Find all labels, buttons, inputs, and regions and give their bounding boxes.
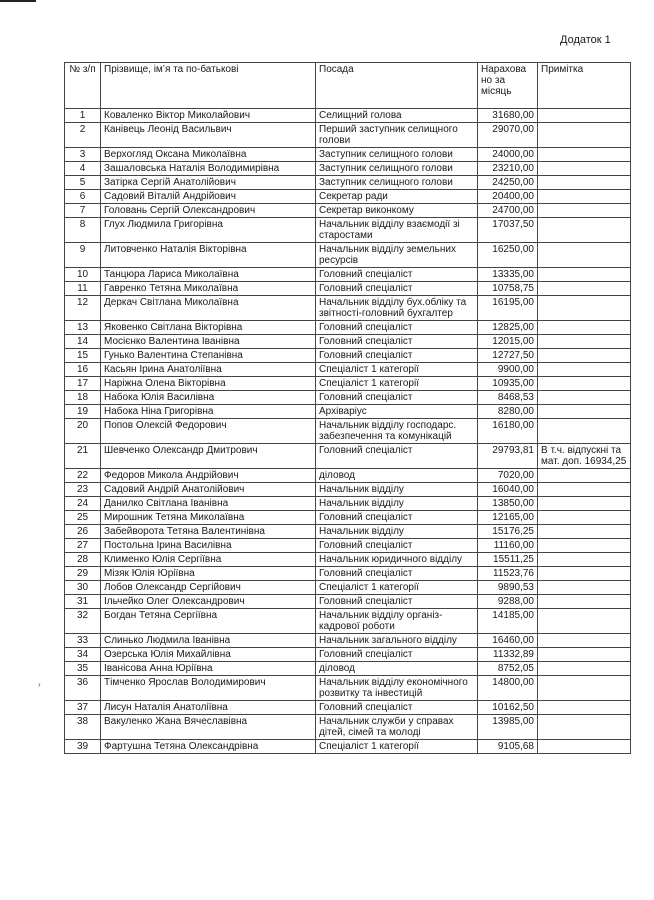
employee-name: Данилко Світлана Іванівна (101, 497, 316, 511)
accrued-amount: 13335,00 (478, 268, 538, 282)
employee-position: Спеціаліст 1 категорії (316, 363, 478, 377)
accrued-amount: 16460,00 (478, 634, 538, 648)
accrued-amount: 11160,00 (478, 539, 538, 553)
accrued-amount: 9105,68 (478, 740, 538, 754)
table-row (65, 469, 631, 483)
row-note (538, 282, 631, 296)
employee-position: Спеціаліст 1 категорії (316, 581, 478, 595)
accrued-amount: 8752,05 (478, 662, 538, 676)
accrued-amount: 11332,89 (478, 648, 538, 662)
row-number: 22 (65, 469, 101, 483)
table-row (65, 662, 631, 676)
accrued-amount: 16040,00 (478, 483, 538, 497)
row-number: 28 (65, 553, 101, 567)
header-full-name: Прізвище, ім’я та по-батькові (101, 63, 316, 109)
employee-position: Начальник відділу (316, 483, 478, 497)
employee-name: Тімченко Ярослав Володимирович (101, 676, 316, 701)
salary-table (64, 62, 631, 754)
table-row (65, 268, 631, 282)
table-row (65, 553, 631, 567)
table-row (65, 648, 631, 662)
employee-position: Начальник відділу економічного розвитку та інвестицій (316, 676, 478, 701)
employee-position: Архіваріус (316, 405, 478, 419)
employee-position: Головний спеціаліст (316, 444, 478, 469)
row-number: 33 (65, 634, 101, 648)
row-note (538, 701, 631, 715)
employee-name: Мосієнко Валентина Іванівна (101, 335, 316, 349)
row-number: 6 (65, 190, 101, 204)
row-number: 1 (65, 109, 101, 123)
table-row (65, 123, 631, 148)
accrued-amount: 10758,75 (478, 282, 538, 296)
accrued-amount: 8468,53 (478, 391, 538, 405)
row-number: 19 (65, 405, 101, 419)
employee-name: Набока Ніна Григорівна (101, 405, 316, 419)
table-row (65, 349, 631, 363)
row-number: 24 (65, 497, 101, 511)
employee-position: Начальник відділу (316, 525, 478, 539)
row-note (538, 662, 631, 676)
row-number: 20 (65, 419, 101, 444)
row-number: 31 (65, 595, 101, 609)
table-row (65, 190, 631, 204)
employee-name: Мирошник Тетяна Миколаївна (101, 511, 316, 525)
row-note (538, 676, 631, 701)
employee-name: Лобов Олександр Сергійович (101, 581, 316, 595)
row-note (538, 363, 631, 377)
accrued-amount: 9890,53 (478, 581, 538, 595)
accrued-amount: 14800,00 (478, 676, 538, 701)
employee-name: Затірка Сергій Анатолійович (101, 176, 316, 190)
employee-name: Глух Людмила Григорівна (101, 218, 316, 243)
row-note (538, 595, 631, 609)
header-position: Посада (316, 63, 478, 109)
row-number: 21 (65, 444, 101, 469)
row-note (538, 525, 631, 539)
employee-name: Верхогляд Оксана Миколаївна (101, 148, 316, 162)
table-row (65, 511, 631, 525)
row-number: 8 (65, 218, 101, 243)
table-row (65, 363, 631, 377)
employee-position: Головний спеціаліст (316, 349, 478, 363)
employee-position: Головний спеціаліст (316, 595, 478, 609)
row-note (538, 511, 631, 525)
accrued-amount: 15176,25 (478, 525, 538, 539)
row-number: 16 (65, 363, 101, 377)
employee-position: Перший заступник селищного голови (316, 123, 478, 148)
employee-name: Коваленко Віктор Миколайович (101, 109, 316, 123)
employee-position: Спеціаліст 1 категорії (316, 377, 478, 391)
employee-position: Головний спеціаліст (316, 268, 478, 282)
row-number: 14 (65, 335, 101, 349)
row-number: 25 (65, 511, 101, 525)
table-row (65, 162, 631, 176)
accrued-amount: 17037,50 (478, 218, 538, 243)
accrued-amount: 13850,00 (478, 497, 538, 511)
accrued-amount: 24000,00 (478, 148, 538, 162)
accrued-amount: 9288,00 (478, 595, 538, 609)
scan-corner-mark (0, 0, 36, 2)
employee-position: Головний спеціаліст (316, 648, 478, 662)
employee-name: Ільчейко Олег Олександрович (101, 595, 316, 609)
employee-name: Деркач Світлана Миколаївна (101, 296, 316, 321)
employee-name: Зашаловська Наталія Володимирівна (101, 162, 316, 176)
row-note (538, 497, 631, 511)
employee-position: Начальник загального відділу (316, 634, 478, 648)
row-number: 15 (65, 349, 101, 363)
employee-position: Головний спеціаліст (316, 391, 478, 405)
header-note: Примітка (538, 63, 631, 109)
accrued-amount: 20400,00 (478, 190, 538, 204)
row-note (538, 539, 631, 553)
row-note (538, 419, 631, 444)
accrued-amount: 10162,50 (478, 701, 538, 715)
row-note (538, 268, 631, 282)
table-row (65, 740, 631, 754)
row-note (538, 609, 631, 634)
table-row (65, 609, 631, 634)
row-number: 17 (65, 377, 101, 391)
header-amount: Нарахова но за місяць (478, 63, 538, 109)
employee-name: Литовченко Наталія Вікторівна (101, 243, 316, 268)
row-number: 7 (65, 204, 101, 218)
row-number: 32 (65, 609, 101, 634)
employee-position: Головний спеціаліст (316, 335, 478, 349)
row-number: 30 (65, 581, 101, 595)
employee-position: Начальник відділу взаємодії зі старостами (316, 218, 478, 243)
accrued-amount: 11523,76 (478, 567, 538, 581)
row-note (538, 296, 631, 321)
row-note (538, 109, 631, 123)
employee-position: діловод (316, 662, 478, 676)
employee-name: Постольна Ірина Василівна (101, 539, 316, 553)
employee-name: Головань Сергій Олександрович (101, 204, 316, 218)
employee-name: Танцюра Лариса Миколаївна (101, 268, 316, 282)
employee-position: Головний спеціаліст (316, 567, 478, 581)
table-row (65, 335, 631, 349)
accrued-amount: 8280,00 (478, 405, 538, 419)
table-row (65, 391, 631, 405)
employee-name: Гавренко Тетяна Миколаївна (101, 282, 316, 296)
employee-position: Начальник відділу бух.обліку та звітності-головний бухгалтер (316, 296, 478, 321)
employee-position: Спеціаліст 1 категорії (316, 740, 478, 754)
accrued-amount: 24700,00 (478, 204, 538, 218)
table-row (65, 296, 631, 321)
row-number: 38 (65, 715, 101, 740)
row-note (538, 634, 631, 648)
row-note (538, 335, 631, 349)
row-note (538, 715, 631, 740)
row-note (538, 405, 631, 419)
employee-name: Садовий Андрій Анатолійович (101, 483, 316, 497)
row-number: 26 (65, 525, 101, 539)
table-row (65, 525, 631, 539)
accrued-amount: 13985,00 (478, 715, 538, 740)
row-note: В т.ч. відпускні та мат. доп. 16934,25 (538, 444, 631, 469)
row-note (538, 377, 631, 391)
row-number: 4 (65, 162, 101, 176)
table-row (65, 715, 631, 740)
employee-position: Начальник відділу господарс. забезпечення та комунікацій (316, 419, 478, 444)
employee-position: Начальник відділу (316, 497, 478, 511)
employee-name: Попов Олексій Федорович (101, 419, 316, 444)
row-number: 39 (65, 740, 101, 754)
employee-position: Заступник селищного голови (316, 176, 478, 190)
table-row (65, 634, 631, 648)
table-row (65, 204, 631, 218)
row-note (538, 148, 631, 162)
row-number: 18 (65, 391, 101, 405)
employee-position: Головний спеціаліст (316, 701, 478, 715)
accrued-amount: 12165,00 (478, 511, 538, 525)
row-note (538, 740, 631, 754)
employee-position: Головний спеціаліст (316, 282, 478, 296)
accrued-amount: 12727,50 (478, 349, 538, 363)
row-number: 37 (65, 701, 101, 715)
table-row (65, 405, 631, 419)
table-row (65, 176, 631, 190)
employee-position: Начальник служби у справах дітей, сімей та молоді (316, 715, 478, 740)
row-number: 5 (65, 176, 101, 190)
row-number: 10 (65, 268, 101, 282)
employee-name: Забейворота Тетяна Валентинівна (101, 525, 316, 539)
table-row (65, 109, 631, 123)
table-row (65, 701, 631, 715)
row-note (538, 483, 631, 497)
employee-name: Фартушна Тетяна Олександрівна (101, 740, 316, 754)
table-row (65, 581, 631, 595)
appendix-label: Додаток 1 (560, 34, 611, 46)
row-note (538, 553, 631, 567)
employee-name: Клименко Юлія Сергіївна (101, 553, 316, 567)
employee-position: Секретар виконкому (316, 204, 478, 218)
row-note (538, 218, 631, 243)
employee-name: Яковенко Світлана Вікторівна (101, 321, 316, 335)
table-row (65, 419, 631, 444)
table-row (65, 282, 631, 296)
table-header-row (65, 63, 631, 109)
table-row (65, 444, 631, 469)
row-number: 36 (65, 676, 101, 701)
row-number: 34 (65, 648, 101, 662)
row-note (538, 204, 631, 218)
accrued-amount: 14185,00 (478, 609, 538, 634)
employee-name: Лисун Наталія Анатоліївна (101, 701, 316, 715)
accrued-amount: 12015,00 (478, 335, 538, 349)
row-note (538, 581, 631, 595)
employee-name: Гунько Валентина Степанівна (101, 349, 316, 363)
accrued-amount: 29793,81 (478, 444, 538, 469)
scan-speck: › (38, 680, 41, 689)
accrued-amount: 23210,00 (478, 162, 538, 176)
row-note (538, 190, 631, 204)
table-row (65, 539, 631, 553)
employee-position: Начальник відділу організ-кадрової роботи (316, 609, 478, 634)
row-number: 11 (65, 282, 101, 296)
accrued-amount: 31680,00 (478, 109, 538, 123)
table-row (65, 321, 631, 335)
row-note (538, 243, 631, 268)
employee-name: Набока Юлія Василівна (101, 391, 316, 405)
table-row (65, 377, 631, 391)
employee-name: Озерська Юлія Михайлівна (101, 648, 316, 662)
employee-position: Головний спеціаліст (316, 511, 478, 525)
employee-position: Головний спеціаліст (316, 539, 478, 553)
employee-position: Начальник відділу земельних ресурсів (316, 243, 478, 268)
employee-name: Садовий Віталій Андрійович (101, 190, 316, 204)
row-number: 2 (65, 123, 101, 148)
employee-position: діловод (316, 469, 478, 483)
employee-position: Заступник селищного голови (316, 162, 478, 176)
accrued-amount: 7020,00 (478, 469, 538, 483)
table-row (65, 483, 631, 497)
employee-name: Наріжна Олена Вікторівна (101, 377, 316, 391)
accrued-amount: 10935,00 (478, 377, 538, 391)
table-row (65, 218, 631, 243)
row-note (538, 123, 631, 148)
employee-position: Селищний голова (316, 109, 478, 123)
row-note (538, 469, 631, 483)
employee-position: Начальник юридичного відділу (316, 553, 478, 567)
employee-name: Канівець Леонід Васильвич (101, 123, 316, 148)
employee-name: Слинько Людмила Іванівна (101, 634, 316, 648)
employee-name: Іванісова Анна Юріївна (101, 662, 316, 676)
accrued-amount: 29070,00 (478, 123, 538, 148)
header-number: № з/п (65, 63, 101, 109)
accrued-amount: 12825,00 (478, 321, 538, 335)
row-number: 35 (65, 662, 101, 676)
accrued-amount: 16180,00 (478, 419, 538, 444)
table-row (65, 595, 631, 609)
table-row (65, 148, 631, 162)
row-note (538, 176, 631, 190)
row-number: 9 (65, 243, 101, 268)
table-row (65, 243, 631, 268)
row-note (538, 648, 631, 662)
row-note (538, 349, 631, 363)
row-note (538, 391, 631, 405)
employee-position: Головний спеціаліст (316, 321, 478, 335)
row-number: 23 (65, 483, 101, 497)
employee-name: Касьян Ірина Анатоліївна (101, 363, 316, 377)
employee-name: Богдан Тетяна Сергіївна (101, 609, 316, 634)
employee-name: Федоров Микола Андрійович (101, 469, 316, 483)
employee-position: Заступник селищного голови (316, 148, 478, 162)
employee-position: Секретар ради (316, 190, 478, 204)
accrued-amount: 16195,00 (478, 296, 538, 321)
table-row (65, 676, 631, 701)
row-number: 3 (65, 148, 101, 162)
employee-name: Вакуленко Жана Вячеславівна (101, 715, 316, 740)
row-number: 27 (65, 539, 101, 553)
row-note (538, 162, 631, 176)
accrued-amount: 9900,00 (478, 363, 538, 377)
row-number: 29 (65, 567, 101, 581)
accrued-amount: 24250,00 (478, 176, 538, 190)
employee-name: Шевченко Олександр Дмитрович (101, 444, 316, 469)
employee-name: Мізяк Юлія Юріївна (101, 567, 316, 581)
table-row (65, 567, 631, 581)
row-note (538, 567, 631, 581)
row-note (538, 321, 631, 335)
table-row (65, 497, 631, 511)
row-number: 13 (65, 321, 101, 335)
accrued-amount: 15511,25 (478, 553, 538, 567)
accrued-amount: 16250,00 (478, 243, 538, 268)
row-number: 12 (65, 296, 101, 321)
